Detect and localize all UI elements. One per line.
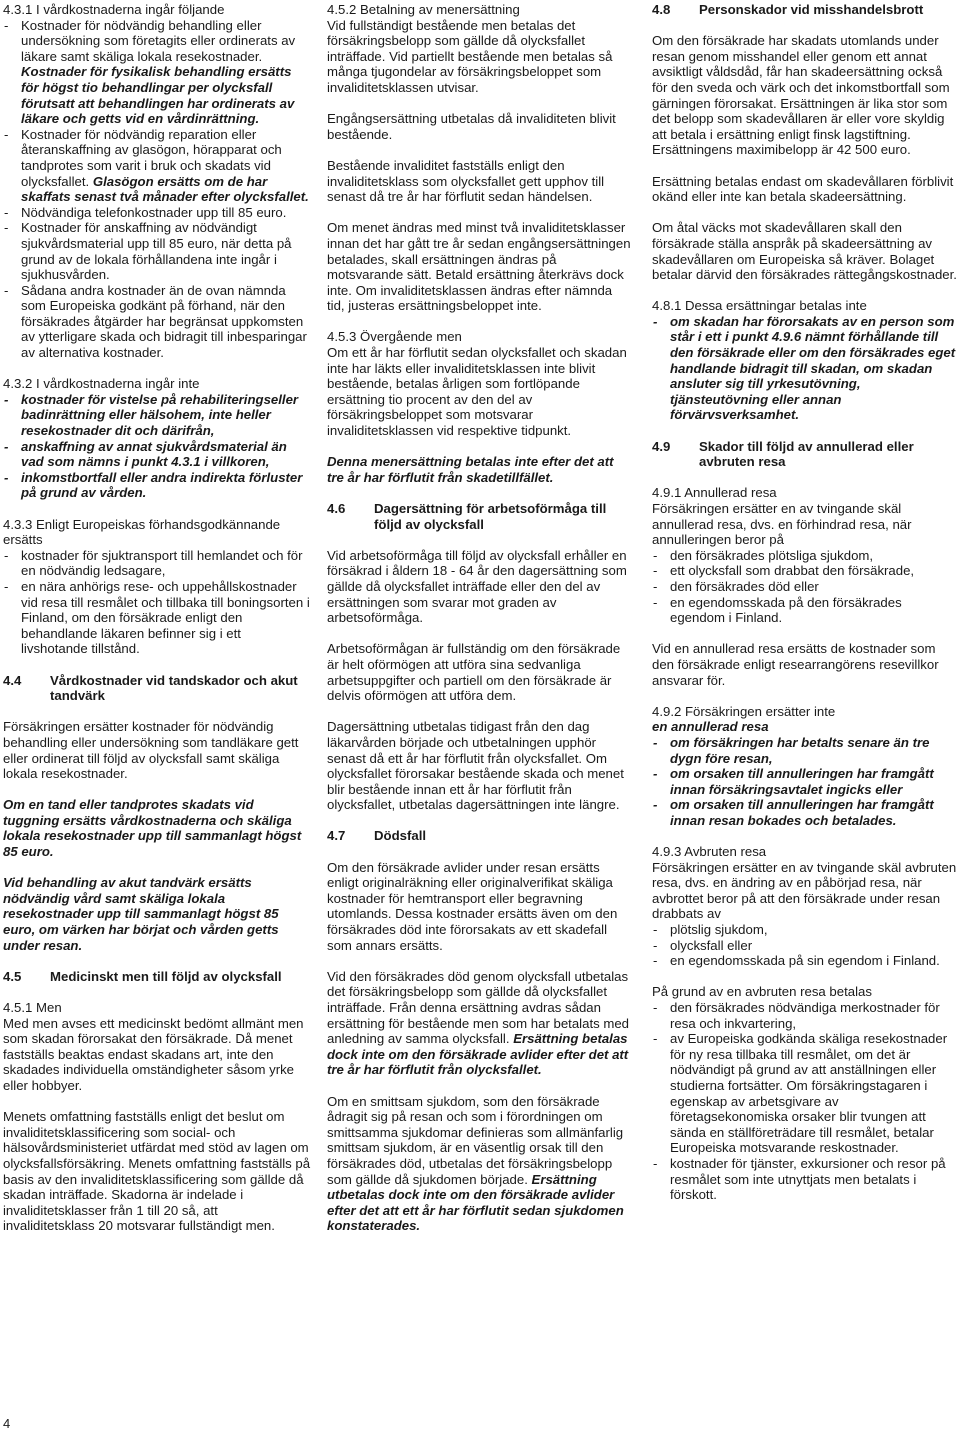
paragraph: Menets omfattning fastställs enligt det beslut om invaliditetsklassificering som social- och hälsovårdsministeriet utfärdat med stöd av lagen om olycksfallsförsäkring. Menets omfattning fastställs på basis av den invaliditetsklassificering som gällde då skadan inträffade. Skadorna är indelade i invaliditetsklasser från 1 till 20 så, att invaliditetsklass 20 motsvarar fullständigt men. <box>3 1109 311 1234</box>
paragraph: Om ett år har förflutit sedan olycksfallet och skadan inte har läkts eller invaliditetsklassen inte blivit bestående, betalas årligen som fortlöpande ersättning tio procent av den del av försäkringsbeloppet som motsvarar invaliditetsklassen vid respektive tidpunkt. <box>327 345 627 439</box>
section-4-3-1-list <box>3 18 311 361</box>
section-4-4-heading <box>3 673 311 704</box>
paragraph: Vid en annullerad resa ersätts de kostnader som den försäkrade enligt researrangörens resevillkor ansvarar för. <box>652 641 939 688</box>
section-title: Personskador vid misshandelsbrott <box>699 2 924 17</box>
paragraph: Bestående invaliditet fastställs enligt den invaliditetsklass som olycksfallet gett upphov till senast då tre år har förflutit sedan händelsen. <box>327 157 605 205</box>
list-item: - Kostnader för nödvändig reparation eller återanskaffning av glasögon, hörapparat och tandprotes som varit i bruk och skadats vid olycksfallet. Glasögon ersätts om de har skaffats senast två månader efter olycksfallet. <box>3 127 311 205</box>
section-number: 4.6 <box>327 501 346 516</box>
list-item: - om orsaken till annulleringen har framgått innan försäkringsavtalet ingicks eller <box>652 766 957 797</box>
section-title: Dagersättning för arbetsoförmåga till följd av olycksfall <box>374 501 607 532</box>
section-4-7-heading <box>327 828 632 844</box>
list-item: - Nödvändiga telefonkostnader upp till 85 euro. <box>3 205 311 221</box>
list-item: - om försäkringen har betalts senare än tre dygn före resan, <box>652 735 957 766</box>
paragraph: Ersättning betalas endast om skadevållaren förblivit okänd eller inte kan betala skadeersättning. <box>652 173 954 205</box>
paragraph: Försäkringen ersätter kostnader för nödvändig behandling eller undersökning som tandläkare gett eller ordinerat till följd av olycksfall samt skäliga lokala resekostnader. <box>3 719 299 782</box>
list-item: - kostnader för vistelse på rehabiliteringseller badinrättning eller hälsohem, inte heller resekostnader dit och därifrån, <box>3 392 311 439</box>
list-item: - om skadan har förorsakats av en person som står i ett i punkt 4.9.6 nämnt förhållande till den försäkrade eller om den försäkrades eget handlande bidragit till skadan, om skadan ansluter sig till yrkesutövning, tjänsteutövning eller annan förvärvsverksamhet. <box>652 314 957 423</box>
section-4-9-heading <box>652 439 957 470</box>
paragraph: Vid behandling av akut tandvärk ersätts nödvändig vård samt skäliga lokala resekostnader upp till sammanlagt högst 85 euro, om värken har börjat och vården getts under resan. <box>3 875 279 953</box>
section-number: 4.5 <box>3 968 22 984</box>
paragraph: Vid arbetsoförmåga till följd av olycksfall erhåller en försäkrad i åldern 18 - 64 år den dagersättning som gällde då olycksfallet inträffade eller den del av ersättningen som svarar mot graden av arbetsoförmåga. <box>327 547 627 626</box>
list-item: - av Europeiska godkända skäliga resekostnader för ny resa tillbaka till resmålet, om det är nödvändigt på grund av att anställningen eller studierna fortsätter. Om försäkringstagaren i egenskap av arbetsgivare av företagsekonomiska orsaker blir tvungen att sända en ställföreträdare till resmålet, betalar Europeiska motsvarande reskostnader. <box>652 1031 957 1156</box>
column-middle <box>327 2 632 1234</box>
subheading: en annullerad resa <box>652 719 769 735</box>
section-number: 4.7 <box>327 828 346 844</box>
list-item: - inkomstbortfall eller andra indirekta förluster på grund av vården. <box>3 470 311 501</box>
section-4-8-1-heading: 4.8.1 Dessa ersättningar betalas inte <box>652 298 867 314</box>
paragraph: Försäkringen ersätter en av tvingande skäl annullerad resa, dvs. en förhindrad resa, när annulleringen beror på <box>652 501 912 548</box>
paragraph: Om en tand eller tandprotes skadats vid tuggning ersätts vårdkostnaderna och skäliga lokala resekostnader upp till sammanlagt högst 85 euro. <box>3 797 302 860</box>
section-4-9-1-heading: 4.9.1 Annullerad resa <box>652 485 777 501</box>
section-title: Vårdkostnader vid tandskador och akut tandvärk <box>50 672 298 704</box>
section-title: Skador till följd av annullerad eller avbruten resa <box>699 438 914 470</box>
paragraph: Om en smittsam sjukdom, som den försäkrade ådragit sig på resan och som i förordningen om smittsamma sjukdomar definieras som allmänfarlig smittsam sjukdom, är en väsentlig orsak till den försäkrades död, utbetalas det försäkringsbelopp som gällde då sjukdomen började. Ersättning utbetalas dock inte om den försäkrade avlider efter det att ett år har förflutit sedan sjukdomen konstaterades. <box>327 1093 624 1234</box>
list-item: - en egendomsskada på den försäkrades egendom i Finland. <box>652 595 957 626</box>
list-item: - den försäkrades död eller <box>652 579 957 595</box>
paragraph: Om åtal väcks mot skadevållaren skall den försäkrade ställa anspråk på skadeersättning av skadevållaren om Europeiska så kräver. Bolaget betalar därvid den försäkrades rättegångskostnader. <box>652 220 957 283</box>
section-4-5-heading <box>3 969 311 985</box>
section-4-3-3-heading: 4.3.3 Enligt Europeiskas förhandsgodkännande ersätts <box>3 516 281 548</box>
paragraph: På grund av en avbruten resa betalas <box>652 984 872 1000</box>
list-item: - plötslig sjukdom, <box>652 922 957 938</box>
paragraph: Denna menersättning betalas inte efter det att tre år har förflutit från skadetillfället. <box>327 454 614 485</box>
paragraph: Om den försäkrade avlider under resan ersätts enligt originalräkning eller originalverifikat skäliga kostnader för hemtransport eller begravning utomlands. Dessa kostnader ersätts även om den försäkrades död inte förorsakats av ett skadefall som annars ersätts. <box>327 859 618 953</box>
section-4-9-3-heading: 4.9.3 Avbruten resa <box>652 844 767 860</box>
list-item: - anskaffning av annat sjukvårdsmaterial än vad som nämns i punkt 4.3.1 i villkoren, <box>3 439 311 470</box>
paragraph: Med men avses ett medicinskt bedömt allmänt men som skadan förorsakat den försäkrade. Då menet fastställs beaktas endast skadans art, inte den skadades individuella omständigheter såsom yrke eller hobbyer. <box>3 1015 304 1093</box>
paragraph: Vid den försäkrades död genom olycksfall utbetalas det försäkringsbelopp som gällde då olycksfallet inträffade. Från denna ersättning avdras sådan ersättning för bestående men som har betalats med anledning av samma olycksfall. Ersättning betalas dock inte om den försäkrade avlider efter det att tre år har förflutit från olycksfallet. <box>327 968 630 1078</box>
section-4-8-1-list <box>652 314 957 423</box>
section-number: 4.9 <box>652 438 671 454</box>
paragraph: Arbetsoförmågan är fullständig om den försäkrade är helt oförmögen att utföra sina sedvanliga arbetsuppgifter och partiell om den försäkrade är delvis oförmögen att utföra dem. <box>327 641 621 704</box>
section-4-9-2-list <box>652 735 957 829</box>
section-title: Dödsfall <box>374 828 427 844</box>
list-item: - kostnader för sjuktransport till hemlandet och för en nödvändig ledsagare, <box>3 548 311 579</box>
section-number: 4.4 <box>3 672 22 688</box>
section-4-3-2-list <box>3 392 311 501</box>
paragraph: Om menet ändras med minst två invaliditetsklasser innan det har gått tre år sedan engångsersättningen betalades, skall ersättningen ändras på motsvarande sätt. Betald ersättning återkrävs dock inte. Om invaliditetsklassen ändras efter nämnda tid, justeras ersättningsbeloppet inte. <box>327 220 631 314</box>
list-item: - kostnader för tjänster, exkursioner och resor på resmålet som inte utnyttjats men betalats i förskott. <box>652 1156 957 1203</box>
paragraph: Om den försäkrade har skadats utomlands under resan genom misshandel eller genom ett annat avsiktligt våldsdåd, får han skadeersättning också för den sveda och värk och det inkomstbortfall som gärningen förorsakat. Ersättningen är lika stor som det belopp som skadevållaren är eller vore skyldig att betala i ersättning enligt finsk lagstiftning. Ersättningens maximibelopp är 42 500 euro. <box>652 33 950 158</box>
list-item: - om orsaken till annulleringen har framgått innan resan bokades och betalades. <box>652 797 957 828</box>
list-item: - olycksfall eller <box>652 938 957 954</box>
section-4-9-3-list <box>652 922 957 969</box>
section-4-5-1-heading: 4.5.1 Men <box>3 1000 62 1015</box>
list-item: - en nära anhörigs rese- och uppehållskostnader vid resa till resmålet och tillbaka till boningsorten i Finland, om den försäkrade enligt den behandlande läkaren befinner sig i ett livshotande tillstånd. <box>3 579 311 657</box>
section-4-6-heading <box>327 501 632 532</box>
paragraph: Engångsersättning utbetalas då invaliditeten blivit bestående. <box>327 111 616 142</box>
list-item: - Sådana andra kostnader än de ovan nämnda som Europeiska godkänt på förhand, när den försäkrades åtgärder har begränsat uppkomsten av ytterligare skada och bidragit till inbesparingar av alternativa kostnader. <box>3 283 311 361</box>
section-4-9-1-list <box>652 548 957 626</box>
section-4-9-2-heading: 4.9.2 Försäkringen ersätter inte <box>652 703 836 719</box>
paragraph: Dagersättning utbetalas tidigast från den dag läkarvården började och utbetalningen upphör senast då ett år har förflutit från olycksfallet. Om olycksfallet förorsakar bestående skada och menet blir bestående innan ett år har förflutit från olycksfallet, utbetalas dagersättningen inte längre. <box>327 719 624 813</box>
section-4-8-heading <box>652 2 957 18</box>
section-title: Medicinskt men till följd av olycksfall <box>50 968 282 984</box>
section-4-3-3-list <box>3 548 311 657</box>
section-4-9-3-payments-list <box>652 1000 957 1203</box>
column-right <box>652 2 957 1203</box>
list-item: - den försäkrades plötsliga sjukdom, <box>652 548 957 564</box>
list-item: - en egendomsskada på sin egendom i Finland. <box>652 953 957 969</box>
list-item: - Kostnader för nödvändig behandling eller undersökning som företagits eller ordinerats av läkare samt skäliga lokala resekostnader. Kostnader för fysikalisk behandling ersätts för högst tio behandlingar per olycksfall förutsatt att behandlingen har ordinerats av läkare och getts vid en vårdinrättning. <box>3 18 311 127</box>
list-item: - ett olycksfall som drabbat den försäkrade, <box>652 563 957 579</box>
list-item: - den försäkrades nödvändiga merkostnader för resa och inkvartering, <box>652 1000 957 1031</box>
section-4-3-2-heading: 4.3.2 I vårdkostnaderna ingår inte <box>3 376 200 392</box>
paragraph: Vid fullständigt bestående men betalas det försäkringsbelopp som gällde då olycksfallet inträffade. Vid partiellt bestående men betalas så många tjugondelar av försäkringsbeloppet som invaliditetsklassen utvisar. <box>327 17 613 95</box>
section-4-5-2-heading: 4.5.2 Betalning av menersättning <box>327 2 520 17</box>
page-number: 4 <box>3 1416 11 1431</box>
section-4-5-3-heading: 4.5.3 Övergående men <box>327 329 462 345</box>
list-item: - Kostnader för anskaffning av nödvändigt sjukvårdsmaterial upp till 85 euro, när detta på grund av de lokala förhållandena inte ingår i sjukhusvården. <box>3 220 311 282</box>
section-number: 4.8 <box>652 2 671 17</box>
column-left <box>3 2 311 1234</box>
section-4-3-1-heading: 4.3.1 I vårdkostnaderna ingår följande <box>3 2 225 17</box>
paragraph: Försäkringen ersätter en av tvingande skäl avbruten resa, dvs. en ändring av en påbörjad resa, när avbrottet beror på att den försäkrade under resan drabbats av <box>652 859 957 922</box>
